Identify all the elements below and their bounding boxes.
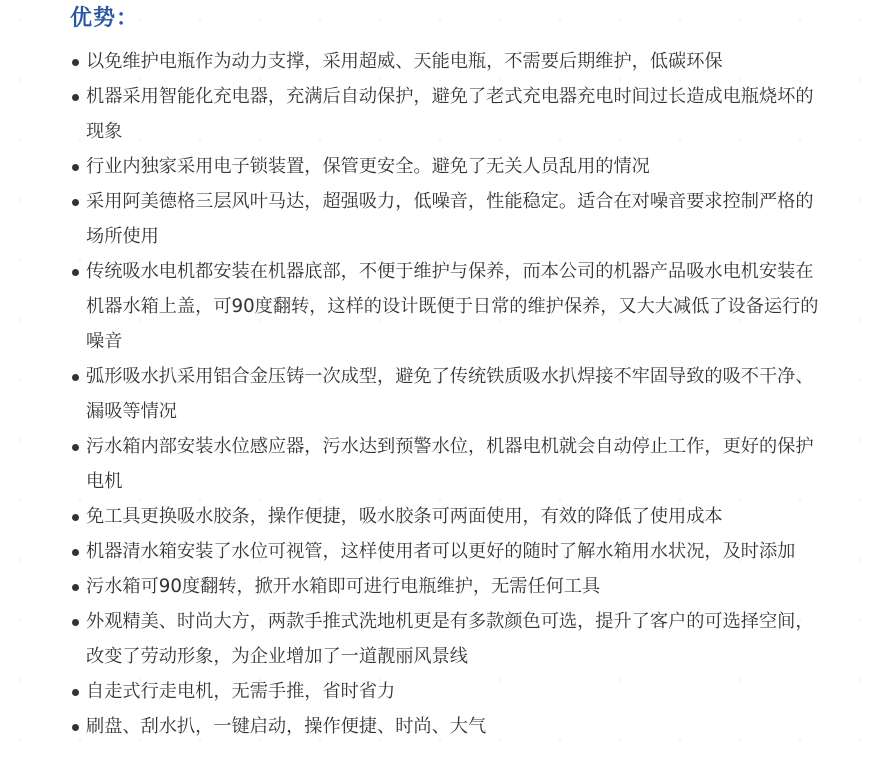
bullet-icon: [72, 724, 79, 731]
list-item-text: 自走式行走电机，无需手推，省时省力: [86, 681, 396, 702]
list-item-text: 采用阿美德格三层风叶马达，超强吸力，低噪音，性能稳定。适合在对噪音要求控制严格的场所使用: [86, 191, 814, 247]
list-item-text: 免工具更换吸水胶条，操作便捷，吸水胶条可两面使用，有效的降低了使用成本: [86, 506, 723, 527]
list-item-text: 弧形吸水扒采用铝合金压铸一次成型，避免了传统铁质吸水扒焊接不牢固导致的吸不干净、漏吸等情况: [86, 366, 814, 422]
list-item-text: 机器清水箱安装了水位可视管，这样使用者可以更好的随时了解水箱用水状况，及时添加: [86, 541, 796, 562]
list-item-text: 污水箱内部安装水位感应器，污水达到预警水位，机器电机就会自动停止工作，更好的保护电机: [86, 436, 814, 492]
bullet-icon: [72, 94, 79, 101]
bullet-icon: [72, 584, 79, 591]
bullet-icon: [72, 444, 79, 451]
list-item: [70, 44, 830, 79]
list-item: [70, 674, 830, 709]
list-item-text: 行业内独家采用电子锁装置，保管更安全。避免了无关人员乱用的情况: [86, 156, 650, 177]
list-item-text: 污水箱可90度翻转，掀开水箱即可进行电瓶维护，无需任何工具: [86, 576, 601, 597]
list-item: [70, 429, 830, 499]
advantages-list: [70, 44, 830, 744]
list-item-text: 外观精美、时尚大方，两款手推式洗地机更是有多款颜色可选，提升了客户的可选择空间，改变了劳动形象，为企业增加了一道靓丽风景线: [86, 611, 814, 667]
list-item-text: 机器采用智能化充电器，充满后自动保护，避免了老式充电器充电时间过长造成电瓶烧坏的现象: [86, 86, 814, 142]
bullet-icon: [72, 199, 79, 206]
list-item: [70, 709, 830, 744]
list-item: [70, 604, 830, 674]
bullet-icon: [72, 549, 79, 556]
list-item-text: 刷盘、刮水扒，一键启动，操作便捷、时尚、大气: [86, 716, 487, 737]
bullet-icon: [72, 374, 79, 381]
list-item-text: 传统吸水电机都安装在机器底部，不便于维护与保养，而本公司的机器产品吸水电机安装在机器水箱上盖，可90度翻转，这样的设计既便于日常的维护保养，又大大减低了设备运行的噪音: [86, 261, 819, 352]
bullet-icon: [72, 619, 79, 626]
section-title: 优势：: [70, 6, 140, 31]
list-item: [70, 534, 830, 569]
list-item: [70, 569, 830, 604]
bullet-icon: [72, 59, 79, 66]
list-item: [70, 79, 830, 149]
bullet-icon: [72, 514, 79, 521]
bullet-icon: [72, 689, 79, 696]
list-item: [70, 149, 830, 184]
bullet-icon: [72, 164, 79, 171]
list-item: [70, 359, 830, 429]
list-item: [70, 499, 830, 534]
list-item: [70, 184, 830, 254]
bullet-icon: [72, 269, 79, 276]
list-item: [70, 254, 830, 359]
list-item-text: 以免维护电瓶作为动力支撑，采用超威、天能电瓶，不需要后期维护，低碳环保: [86, 51, 723, 72]
